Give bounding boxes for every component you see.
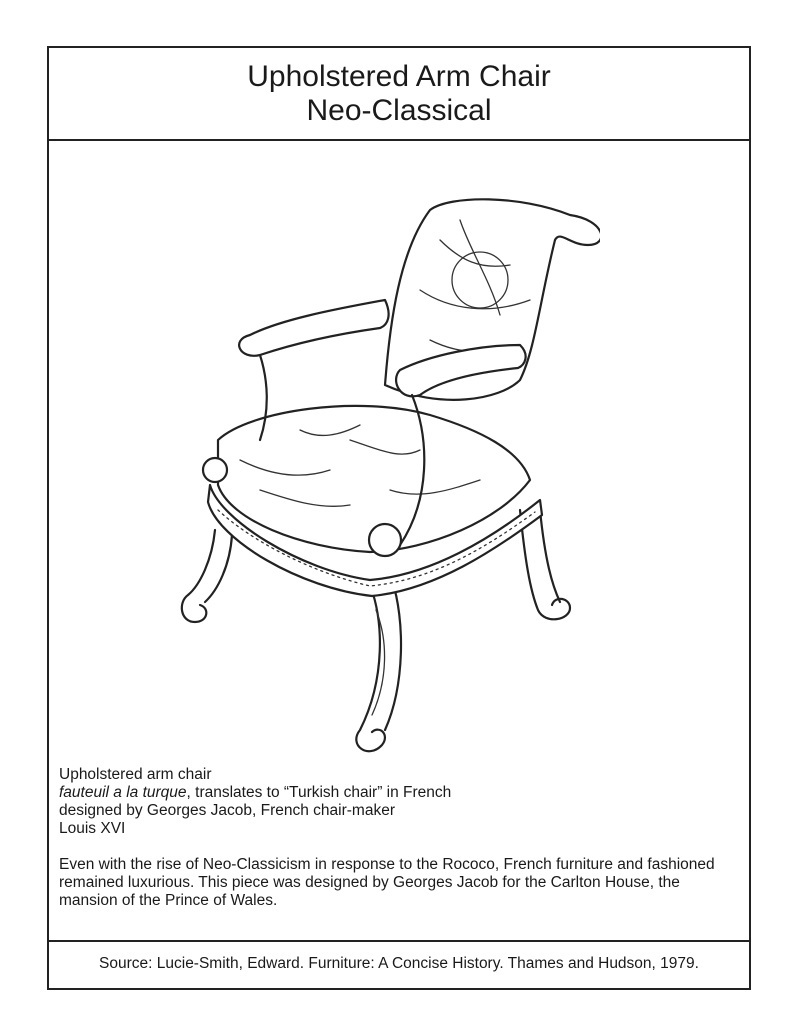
caption-line-translation [59, 784, 739, 802]
caption-translation-text: , translates to “Turkish chair” in French [186, 784, 452, 801]
source-citation: Source: Lucie-Smith, Edward. Furniture: A Concise History. Thames and Hudson, 1979. [49, 940, 749, 988]
caption-block [59, 766, 739, 910]
page-title: Upholstered Arm Chair [247, 60, 551, 93]
page-subtitle: Neo-Classical [306, 94, 492, 127]
caption-line-designer: designed by Georges Jacob, French chair-maker [59, 802, 395, 819]
caption-line-name: Upholstered arm chair [59, 766, 212, 783]
caption-line-period: Louis XVI [59, 820, 126, 837]
title-box [49, 48, 749, 141]
armchair-illustration [100, 140, 600, 770]
caption-french-term: fauteuil a la turque [59, 784, 187, 801]
caption-paragraph: Even with the rise of Neo-Classicism in response to the Rococo, French furniture and fashioned remained luxurious. This piece was designed by Georges Jacob for the Carlton House, the mansion of the Prince of Wales. [59, 856, 715, 909]
